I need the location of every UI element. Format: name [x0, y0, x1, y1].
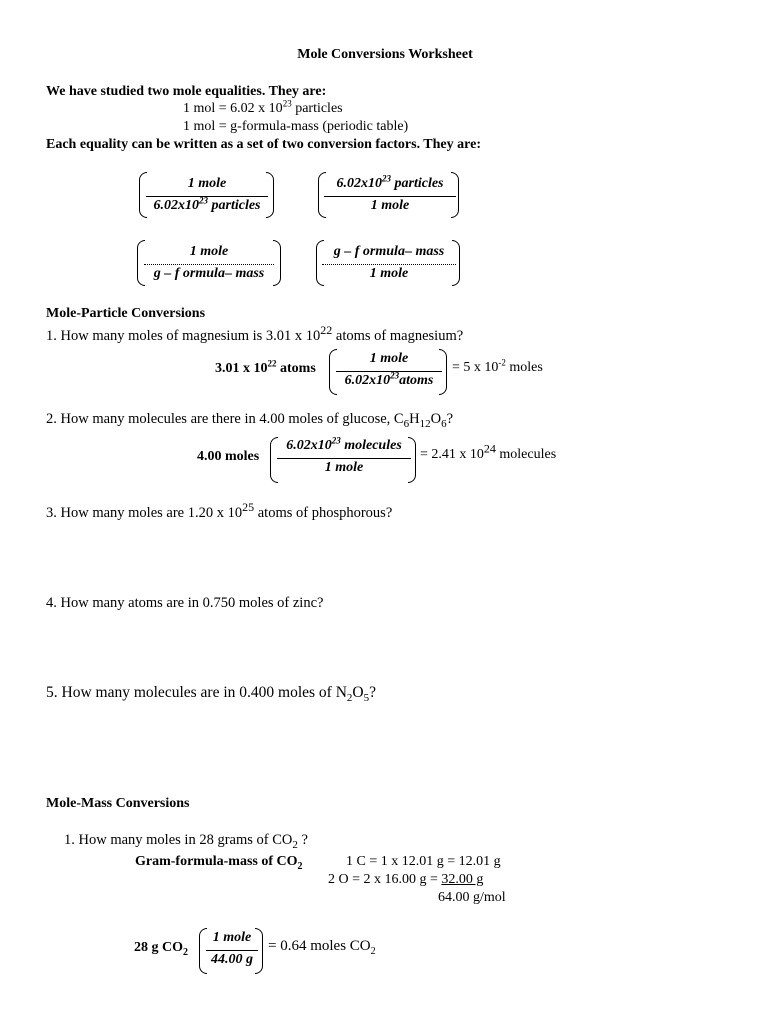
intro-line-2: Each equality can be written as a set of two conversion factors. They are:	[46, 137, 481, 152]
gram-formula-mass-label: Gram-formula-mass of $CO_2$	[135, 854, 303, 872]
factor-denominator: g – f ormula– mass	[153, 266, 265, 281]
factor-numerator: 1 mole	[369, 351, 409, 366]
intro-line: We have studied two mole equalities. They are:	[46, 84, 327, 99]
factor-denominator: 1 mole	[324, 460, 364, 475]
question-5: 5. How many molecules are in 0.400 moles of $N_2O_5$?	[46, 684, 376, 705]
page-title: Mole Conversions Worksheet	[297, 47, 473, 62]
factor-numerator: g – f ormula– mass	[333, 244, 445, 259]
section-heading-mass: Mole-Mass Conversions	[46, 796, 190, 811]
right-parenthesis	[255, 928, 263, 974]
equality-mass: 1 mol = g-formula-mass (periodic table)	[183, 119, 409, 134]
right-parenthesis	[439, 349, 447, 395]
section-heading-particle: Mole-Particle Conversions	[46, 306, 206, 321]
right-parenthesis	[452, 240, 460, 286]
given-quantity: 28 g $CO_2$	[134, 940, 188, 958]
question-1: 1. How many moles of magnesium is 3.01 x $10^{22}$ atoms of magnesium?	[46, 323, 464, 344]
factor-denominator: $6.02x10^{23}$ particles	[153, 195, 261, 213]
right-parenthesis	[451, 172, 459, 218]
result-1: = 5 x $10^{-2}$ moles	[452, 357, 543, 375]
gfm-oxygen-row: 2 O = 2 x 16.00 g = 32.00 g	[328, 872, 484, 887]
question-2: 2. How many molecules are there in 4.00 moles of glucose, $C_6H_{12}O_6$?	[46, 411, 453, 430]
fraction-bar	[277, 458, 411, 459]
equality-particles: 1 mol = 6.02 x $10^{23}$ particles	[183, 98, 343, 116]
factor-denominator: 44.00 g	[211, 952, 253, 967]
fraction-bar	[206, 950, 258, 951]
factor-numerator: 1 mole	[189, 244, 229, 259]
result-2: = 2.41 x $10^{24}$ molecules	[420, 441, 557, 462]
question-3: 3. How many moles are 1.20 x $10^{25}$ atoms of phosphorous?	[46, 500, 393, 521]
right-parenthesis	[273, 240, 281, 286]
fraction-bar	[144, 264, 274, 265]
gfm-carbon-row: 1 C = 1 x 12.01 g = 12.01 g	[346, 854, 501, 869]
factor-denominator: $6.02x10^{23}atoms$	[344, 370, 434, 388]
fraction-bar	[324, 196, 456, 197]
factor-numerator: $6.02x10^{23}$ particles	[336, 173, 444, 191]
fraction-bar	[322, 264, 456, 265]
right-parenthesis	[408, 437, 416, 483]
factor-numerator: $6.02x10^{23}$ molecules	[286, 435, 402, 453]
question-4: 4. How many atoms are in 0.750 moles of zinc?	[46, 595, 324, 611]
factor-denominator: 1 mole	[370, 198, 410, 213]
mass-result-1: = 0.64 moles $CO_2$	[268, 938, 376, 957]
mass-question-1: 1. How many moles in 28 grams of $CO_2$ ?	[64, 832, 308, 851]
factor-numerator: 1 mole	[212, 930, 252, 945]
factor-numerator: 1 mole	[187, 176, 227, 191]
gfm-total: 64.00 g/mol	[438, 890, 506, 905]
given-quantity: 4.00 moles	[197, 449, 260, 464]
factor-denominator: 1 mole	[369, 266, 409, 281]
right-parenthesis	[266, 172, 274, 218]
fraction-bar	[336, 371, 442, 372]
given-quantity: 3.01 x $10^{22}$ atoms	[215, 358, 316, 376]
